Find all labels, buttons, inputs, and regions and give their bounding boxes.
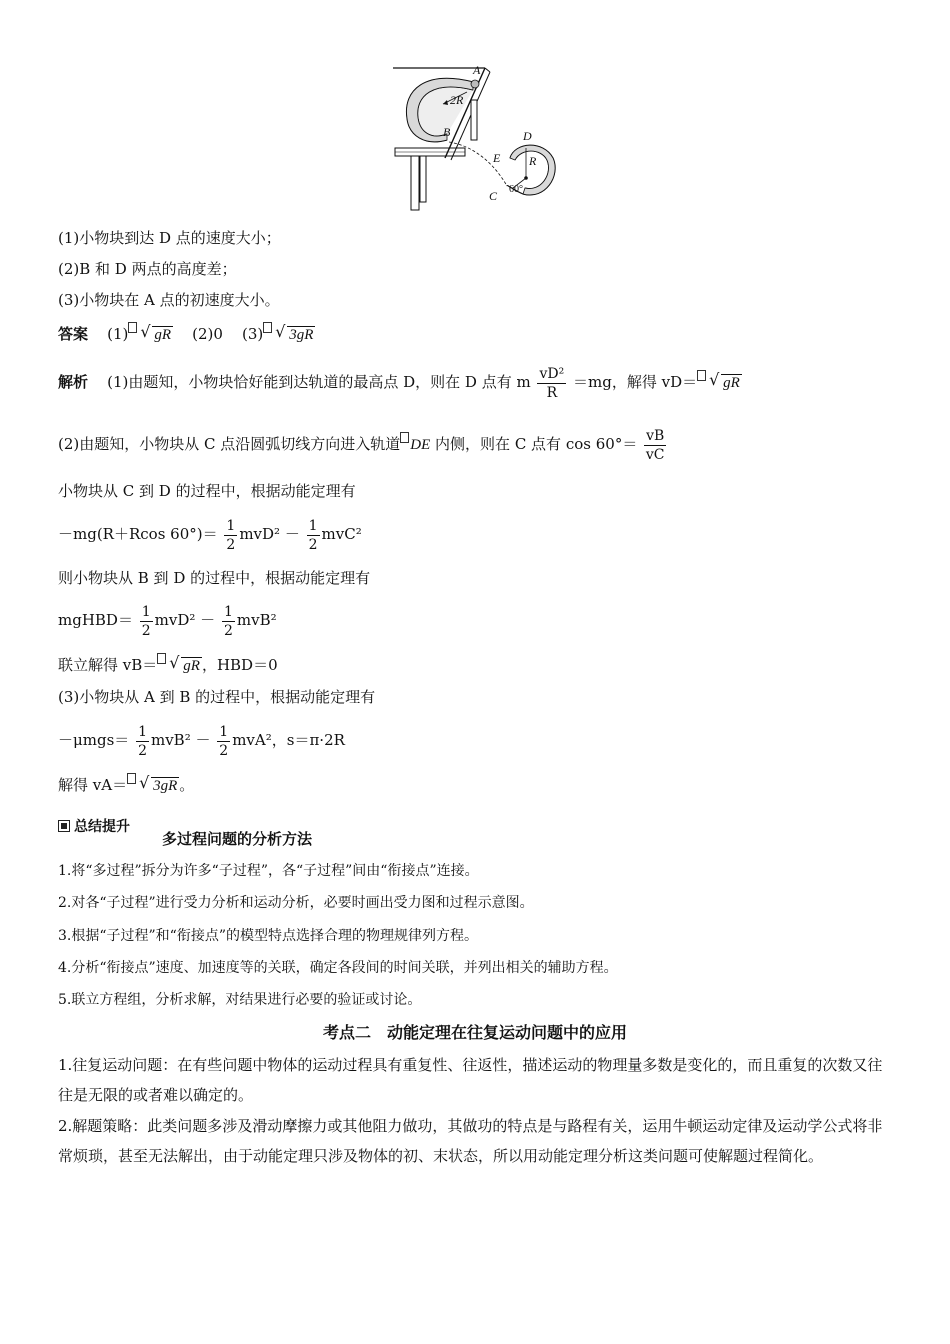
track-diagram (385, 60, 575, 216)
answer-part-1: (1) (107, 325, 129, 343)
analysis-line-10: 解得 vA＝√ 3gR 。 (58, 774, 194, 797)
answer-line (58, 323, 315, 346)
summary-item-3: 3.根据“子过程”和“衔接点”的模型特点选择合理的物理规律列方程。 (58, 928, 478, 944)
fraction-vB-vC: $\frac{vB}{vC}$ (645, 427, 665, 463)
analysis-line-9: －μmgs＝ $\frac{1}{2}$ mvB² － $\frac{1}{2}$ mvA²，s＝π·2R (58, 723, 345, 759)
analysis-line-6: mgHBD＝ $\frac{1}{2}$ mvD² － $\frac{1}{2}$ mvB² (58, 603, 277, 639)
analysis-text-2b: 内侧，则在 C 点有 cos 60°＝ (435, 435, 638, 453)
fraction-vD2-R: $\frac{\text{vD²}}{R}$ (539, 365, 565, 401)
question-2: (2)B 和 D 两点的高度差； (58, 260, 237, 278)
label-R: R (529, 154, 537, 168)
label-B: B (443, 125, 451, 139)
ball-icon (471, 80, 479, 88)
section-paragraph-1: 1.往复运动问题：在有些问题中物体的运动过程具有重复性、往返性，描述运动的物理量多数是变化的，而且重复的次数又往往是无限的或者难以确定的。 (58, 1056, 883, 1104)
label-angle: 60° (509, 184, 523, 195)
label-E: E (493, 151, 501, 165)
analysis-line-4: －mg(R＋Rcos 60°)＝ $\frac{1}{2}$ mvD² － $\frac{1}{2}$ mvC² (58, 517, 362, 553)
analysis-line-5: 则小物块从 B 到 D 的过程中，根据动能定理有 (58, 569, 371, 587)
section-title: 考点二 动能定理在往复运动问题中的应用 (322, 1023, 627, 1042)
summary-item-4: 4.分析“衔接点”速度、加速度等的关联，确定各段间的时间关联，并列出相关的辅助方程。 (58, 960, 618, 976)
analysis-line-7: 联立解得 vB＝√ gR ，HBD＝0 (58, 654, 278, 677)
analysis-line-8: (3)小物块从 A 到 B 的过程中，根据动能定理有 (58, 688, 376, 706)
summary-item-5: 5.联立方程组，分析求解，对结果进行必要的验证或讨论。 (58, 992, 422, 1008)
arc-DE: DE (410, 437, 431, 453)
summary-label: 总结提升 (74, 819, 130, 835)
summary-item-1: 1.将“多过程”拆分为许多“子过程”，各“子过程”间由“衔接点”连接。 (58, 863, 479, 879)
analysis-text-1b: ＝mg，解得 vD＝ (573, 373, 698, 391)
summary-title: 多过程问题的分析方法 (162, 830, 313, 848)
analysis-label: 解析 (58, 373, 89, 391)
summary-box-icon (58, 820, 70, 832)
answer-part-2: (2)0 (192, 325, 223, 343)
analysis-line-1 (58, 366, 742, 400)
label-A: A (473, 63, 481, 77)
table-leg-left (411, 156, 419, 210)
section-paragraph-2: 2.解题策略：此类问题多涉及滑动摩擦力或其他阻力做功，其做功的特点是与路程有关，运用牛顿运动定律及运动学公式将非常烦琐，甚至无法解出，由于动能定理只涉及物体的初、末状态，所以用动能定理分析这类问题可使解题过程简化。 (58, 1117, 883, 1165)
analysis-text-2a: (2)由题知，小物块从 C 点沿圆弧切线方向进入轨道 (58, 435, 401, 453)
summary-header (58, 816, 130, 838)
question-3: (3)小物块在 A 点的初速度大小。 (58, 291, 280, 309)
answer-label: 答案 (58, 325, 89, 343)
label-2R: 2R (450, 93, 464, 107)
answer-part-3: (3) (241, 325, 264, 343)
summary-item-2: 2.对各“子过程”进行受力分析和运动分析，必要时画出受力图和过程示意图。 (58, 895, 534, 911)
question-1: (1)小物块到达 D 点的速度大小； (58, 229, 281, 247)
analysis-line-3: 小物块从 C 到 D 的过程中，根据动能定理有 (58, 482, 356, 500)
label-D: D (523, 129, 532, 143)
analysis-line-2 (58, 428, 668, 462)
analysis-text-1a: (1)由题知，小物块恰好能到达轨道的最高点 D，则在 D 点有 m (107, 373, 531, 391)
answer-radical-1: √ gR (142, 323, 173, 346)
answer-radical-3: √ 3gR (277, 323, 315, 346)
label-C: C (489, 189, 498, 203)
analysis-radical-1: √ gR (711, 366, 742, 399)
